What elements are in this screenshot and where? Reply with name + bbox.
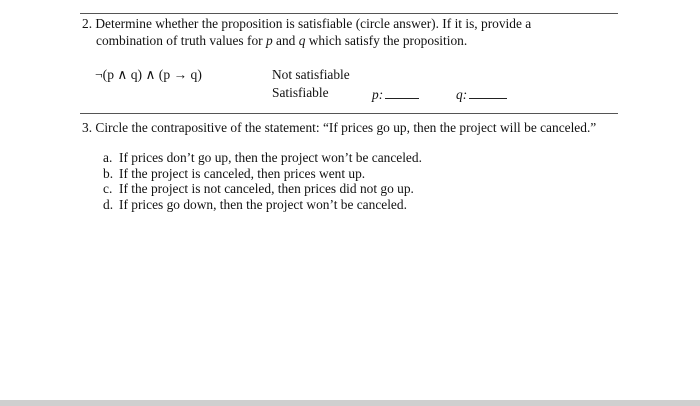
option-satisfiable[interactable]: Satisfiable	[272, 85, 329, 100]
choice-c[interactable]	[103, 181, 414, 197]
question-2-prompt-and: and	[272, 33, 299, 48]
choice-text: If prices go down, then the project won’t be canceled.	[119, 197, 407, 212]
question-2-prompt-line-1: 2. Determine whether the proposition is satisfiable (circle answer). If it is, provide a	[82, 16, 532, 31]
p-label: p:	[372, 87, 384, 102]
choice-a[interactable]	[103, 150, 422, 166]
choice-text: If prices don’t go up, then the project won’t be canceled.	[119, 150, 422, 165]
q-answer-blank[interactable]	[469, 89, 507, 99]
question-2-prompt-line-2	[96, 33, 467, 49]
p-answer-blank[interactable]	[385, 89, 419, 99]
question-2-prompt-part-b: which satisfy the proposition.	[305, 33, 468, 48]
q-label: q:	[456, 87, 468, 102]
choice-letter: d.	[103, 197, 114, 212]
p-answer-field[interactable]	[372, 87, 419, 103]
q-answer-field[interactable]	[456, 87, 507, 103]
choice-text: If the project is canceled, then prices went up.	[119, 166, 366, 181]
choice-text: If the project is not canceled, then prices did not go up.	[119, 181, 414, 196]
top-divider	[80, 13, 618, 14]
option-not-satisfiable[interactable]: Not satisfiable	[272, 67, 350, 82]
question-2-prompt-part-a: combination of truth values for	[96, 33, 266, 48]
bottom-scroll-bar	[0, 400, 700, 406]
choice-letter: a.	[103, 150, 113, 165]
variable-q: q	[298, 33, 306, 48]
choice-d[interactable]	[103, 197, 407, 213]
proposition-formula: ¬(p ∧ q) ∧ (p → q)	[95, 67, 202, 82]
middle-divider	[80, 113, 618, 114]
variable-p: p	[265, 33, 273, 48]
choice-letter: c.	[103, 181, 113, 196]
question-3-prompt: 3. Circle the contrapositive of the statement: “If prices go up, then the project will be canceled.”	[82, 120, 597, 135]
choice-letter: b.	[103, 166, 114, 181]
choice-b[interactable]	[103, 166, 365, 182]
